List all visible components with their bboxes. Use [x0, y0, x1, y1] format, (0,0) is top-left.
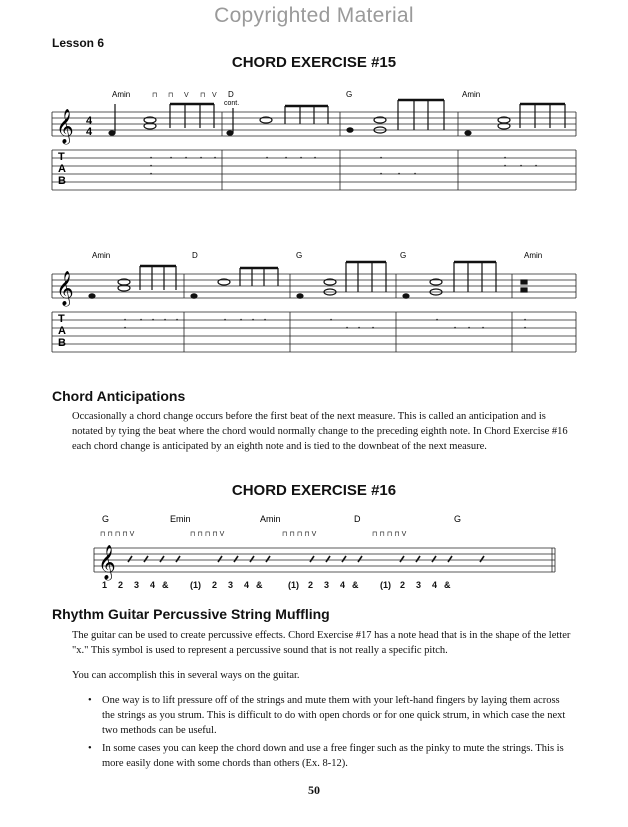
svg-text:V: V — [184, 92, 189, 99]
section-heading-muffling: Rhythm Guitar Percussive String Muffling — [52, 606, 330, 622]
svg-text:•: • — [504, 156, 507, 162]
slash-notes — [128, 556, 484, 562]
count-label: 2 — [400, 580, 406, 590]
count-label: & — [444, 580, 451, 590]
time-signature: 4 — [86, 115, 93, 127]
svg-text:B: B — [58, 175, 66, 187]
count-label: & — [352, 580, 359, 590]
svg-text:•: • — [398, 172, 401, 178]
svg-text:•: • — [346, 326, 349, 332]
section-heading-anticipations: Chord Anticipations — [52, 388, 186, 404]
chord-label: D — [354, 514, 361, 524]
count-label: 3 — [134, 580, 140, 590]
chord-label: Amin — [524, 251, 543, 260]
count-label: 4 — [340, 580, 346, 590]
svg-text:•: • — [124, 326, 127, 332]
svg-text:B: B — [58, 337, 66, 349]
chord-label: Amin — [92, 251, 111, 260]
count-label: & — [162, 580, 169, 590]
svg-text:•: • — [454, 326, 457, 332]
count-label: 4 — [150, 580, 156, 590]
svg-text:•: • — [150, 164, 153, 170]
bullet-item — [88, 693, 572, 738]
chord-label: G — [296, 251, 303, 260]
svg-text:•: • — [240, 318, 243, 324]
count-label: 2 — [212, 580, 218, 590]
svg-text:•: • — [372, 326, 375, 332]
chord-label: Amin — [462, 90, 481, 99]
svg-text:•: • — [124, 318, 127, 324]
svg-text:•: • — [314, 156, 317, 162]
muffling-paragraph-2: You can accomplish this in several ways on the guitar. — [72, 670, 300, 681]
counts — [102, 580, 451, 590]
svg-text:•: • — [524, 326, 527, 332]
bullet-text: In some cases you can keep the chord down and use a free finger such as the pinky to mute the strings. This is more easily done with some chords than others (Ex. 8-12). — [102, 743, 564, 769]
svg-text:•: • — [535, 164, 538, 170]
count-label: 2 — [308, 580, 314, 590]
count-label: (1) — [190, 580, 201, 590]
strum-marks — [100, 531, 407, 538]
svg-text:•: • — [264, 318, 267, 324]
svg-text:•: • — [300, 156, 303, 162]
svg-text:•: • — [520, 164, 523, 170]
count-label: 4 — [432, 580, 438, 590]
svg-text:•: • — [285, 156, 288, 162]
svg-text:•: • — [266, 156, 269, 162]
chord-cont-label: cont. — [224, 100, 240, 107]
svg-text:•: • — [504, 164, 507, 170]
count-label: 3 — [324, 580, 330, 590]
svg-text:⊓ ⊓ ⊓ ⊓ V: ⊓ ⊓ ⊓ ⊓ V — [282, 531, 317, 538]
chord-label: Amin — [260, 514, 281, 524]
svg-text:•: • — [164, 318, 167, 324]
count-label: 3 — [416, 580, 422, 590]
svg-text:A: A — [58, 163, 66, 175]
svg-text:⊓: ⊓ — [200, 92, 206, 99]
count-label: 3 — [228, 580, 234, 590]
svg-text:T: T — [58, 313, 65, 325]
svg-text:⊓ ⊓ ⊓ ⊓ V: ⊓ ⊓ ⊓ ⊓ V — [190, 531, 225, 538]
count-label: & — [256, 580, 263, 590]
chord-label: D — [228, 90, 234, 99]
exercise-16-title: CHORD EXERCISE #16 — [231, 482, 397, 499]
svg-text:•: • — [468, 326, 471, 332]
svg-text:•: • — [200, 156, 203, 162]
svg-text:•: • — [482, 326, 485, 332]
page-number: 50 — [308, 783, 320, 797]
svg-text:•: • — [380, 156, 383, 162]
bullet-dot-icon: • — [88, 695, 92, 706]
count-label: 1 — [102, 580, 108, 590]
svg-text:⊓: ⊓ — [168, 92, 174, 99]
svg-text:⊓ ⊓ ⊓ ⊓ V: ⊓ ⊓ ⊓ ⊓ V — [100, 531, 135, 538]
svg-text:•: • — [185, 156, 188, 162]
bullet-dot-icon: • — [88, 743, 92, 754]
time-signature: 4 — [86, 126, 93, 138]
count-label: 2 — [118, 580, 124, 590]
bullet-text: One way is to lift pressure off of the strings and mute them with your left-hand fingers by laying them across the strings as you strum. This is difficult to do with open chords or for one quick strum, in which case the next two methods can be useful. — [102, 695, 566, 736]
svg-text:•: • — [224, 318, 227, 324]
svg-text:•: • — [524, 318, 527, 324]
watermark: Copyrighted Material — [214, 4, 414, 27]
bullet-item — [88, 741, 572, 771]
count-label: (1) — [288, 580, 299, 590]
svg-text:V: V — [212, 92, 217, 99]
treble-clef-icon: 𝄞 — [56, 272, 74, 305]
svg-text:⊓: ⊓ — [152, 92, 158, 99]
svg-text:•: • — [436, 318, 439, 324]
muffling-paragraph-1: The guitar can be used to create percussive effects. Chord Exercise #17 has a note head that is in the shape of the letter "x." This symbol is used to represent a percussive sound that is not really a specific pitch. — [72, 630, 571, 656]
count-label: 4 — [244, 580, 250, 590]
chord-label: D — [192, 251, 198, 260]
svg-text:T: T — [58, 151, 65, 163]
svg-text:•: • — [252, 318, 255, 324]
svg-text:•: • — [330, 318, 333, 324]
svg-text:•: • — [152, 318, 155, 324]
anticipations-paragraph: Occasionally a chord change occurs before the first beat of the next measure. This is called an anticipation and is notated by tying the beat where the chord would normally change to the preceding eighth note. In Chord Exercise #16 each chord change is anticipated by an eighth note and is tied to the downbeat of the next measure. — [72, 411, 568, 452]
count-label: (1) — [380, 580, 391, 590]
chord-label: G — [400, 251, 407, 260]
lesson-label: Lesson 6 — [52, 36, 105, 50]
chord-label: Amin — [112, 90, 131, 99]
exercise-15-title: CHORD EXERCISE #15 — [231, 54, 397, 71]
svg-text:•: • — [358, 326, 361, 332]
chord-label: G — [346, 90, 353, 99]
svg-text:•: • — [170, 156, 173, 162]
svg-text:•: • — [214, 156, 217, 162]
svg-text:•: • — [150, 172, 153, 178]
svg-text:A: A — [58, 325, 66, 337]
chord-label: Emin — [170, 514, 191, 524]
rhythm-staff — [94, 548, 555, 572]
svg-text:•: • — [414, 172, 417, 178]
svg-text:•: • — [140, 318, 143, 324]
svg-text:•: • — [176, 318, 179, 324]
svg-text:•: • — [380, 172, 383, 178]
chord-label: G — [454, 514, 462, 524]
chord-label: G — [102, 514, 110, 524]
treble-clef-icon: 𝄞 — [98, 546, 116, 579]
svg-text:•: • — [150, 156, 153, 162]
treble-clef-icon: 𝄞 — [56, 110, 74, 143]
svg-text:⊓ ⊓ ⊓ ⊓ V: ⊓ ⊓ ⊓ ⊓ V — [372, 531, 407, 538]
